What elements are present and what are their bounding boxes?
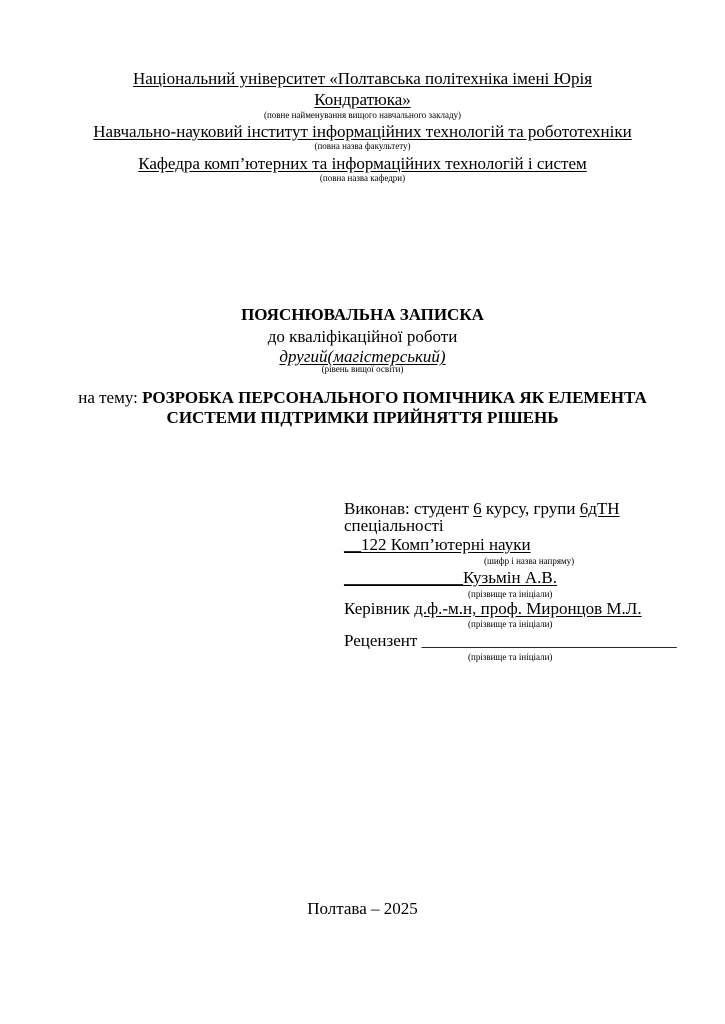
reviewer-blank: ______________________________ [421, 631, 677, 650]
topic-prefix: на тему: [78, 388, 138, 407]
course-word: курсу, групи [485, 499, 576, 518]
university-name-line1: Національний університет «Полтавська політехніка імені Юрія [132, 69, 593, 88]
department-name: Кафедра комп’ютерних та інформаційних технологій і систем [138, 154, 587, 173]
supervisor-label: Керівник [344, 599, 410, 618]
supervisor-name: д.ф.-м.н, проф. Миронцов М.Л. [414, 599, 642, 618]
document-subtitle: до кваліфікаційної роботи [267, 327, 458, 346]
student-caption: (прізвище та ініціали) [468, 589, 553, 599]
specialty-value: __122 Комп’ютерні науки [344, 535, 531, 554]
student-name: ______________Кузьмін А.В. [344, 568, 557, 587]
group-value: 6дТН [579, 499, 620, 518]
reviewer-line [344, 631, 677, 651]
university-caption: (повне найменування вищого навчального закладу) [263, 110, 462, 120]
topic-line1 [0, 388, 725, 408]
supervisor-line [344, 599, 642, 619]
supervisor-caption: (прізвище та ініціали) [468, 619, 553, 629]
course-value: 6 [473, 499, 482, 518]
institute-name: Навчально-науковий інститут інформаційних технологій та робототехніки [93, 122, 632, 141]
topic-title-part2: СИСТЕМИ ПІДТРИМКИ ПРИЙНЯТТЯ РІШЕНЬ [166, 408, 559, 427]
reviewer-label: Рецензент [344, 631, 418, 650]
topic-title-part1: РОЗРОБКА ПЕРСОНАЛЬНОГО ПОМІЧНИКА ЯК ЕЛЕМЕНТА [142, 388, 647, 407]
city-year: Полтава – 2025 [307, 899, 418, 918]
specialty-caption: (шифр і назва напряму) [484, 556, 575, 566]
specialty-label: спеціальності [344, 516, 444, 535]
department-caption: (повна назва кафедри) [319, 173, 406, 183]
education-level-caption: (рівень вищої освіти) [321, 364, 404, 374]
education-level: другий(магістерський) [279, 347, 446, 366]
university-name-line2: Кондратюка» [314, 90, 411, 109]
institute-caption: (повна назва факультету) [314, 141, 411, 151]
performed-by-prefix: Виконав: студент [344, 499, 469, 518]
document-title: ПОЯСНЮВАЛЬНА ЗАПИСКА [241, 305, 484, 324]
reviewer-caption: (прізвище та ініціали) [468, 652, 553, 662]
